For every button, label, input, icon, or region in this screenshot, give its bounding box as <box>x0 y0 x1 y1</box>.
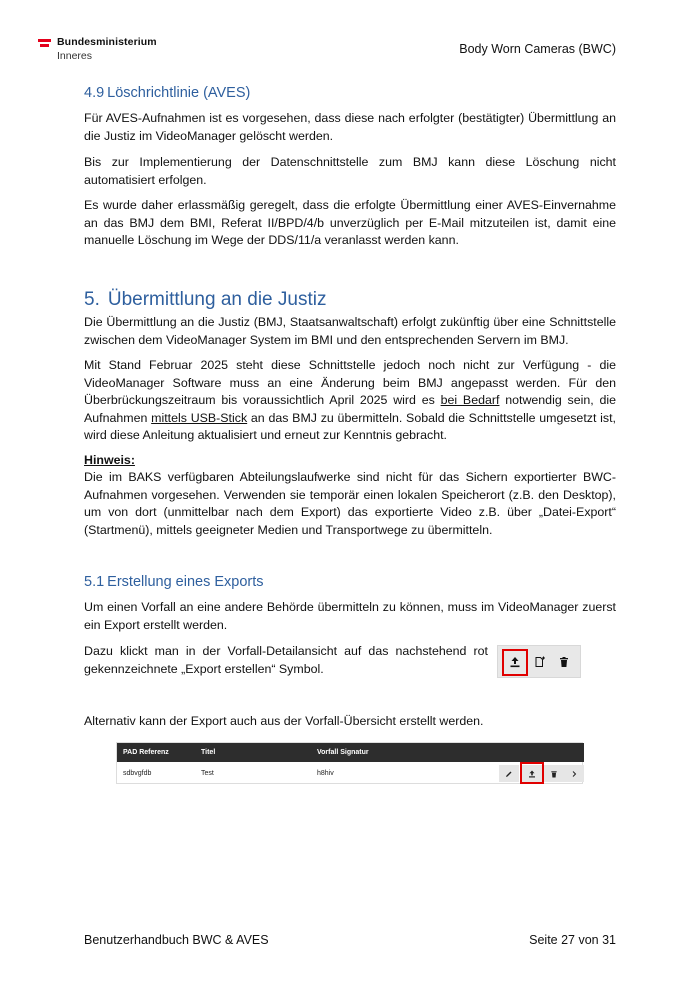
hint-text: Die im BAKS verfügbaren Abteilungslaufwerke sind nicht für das Sichern exportierter BWC-Aufnahmen vorgesehen. Verwenden sie temporär einen lokalen Speicherort (z.B. den Desktop), um von dort (unmittelbar nach dem Export) das exportierte Video z.B. über „Datei-Export“ (Startmenü), mittels geeigneter Medien und Transportwege zu übermitteln. <box>84 470 616 537</box>
chevron-right-icon[interactable] <box>564 765 584 782</box>
heading-title: Erstellung eines Exports <box>107 574 264 590</box>
table-cell: h8hiv <box>317 770 334 777</box>
hint-label: Hinweis: <box>84 453 135 467</box>
table-cell: sdbvgfdb <box>123 770 152 777</box>
austria-flag-icon <box>38 39 51 47</box>
table-row[interactable] <box>117 762 584 785</box>
underlined-text: bei Bedarf <box>440 393 500 407</box>
paragraph: Bis zur Implementierung der Datenschnittstelle zum BMJ kann diese Löschung nicht automatisiert erfolgen. <box>84 155 616 187</box>
trash-icon[interactable] <box>553 651 575 673</box>
paragraph: Alternativ kann der Export auch aus der Vorfall-Übersicht erstellt werden. <box>84 714 484 728</box>
footer-title: Benutzerhandbuch BWC & AVES <box>84 933 269 947</box>
paragraph: Um einen Vorfall an eine andere Behörde übermitteln zu können, muss im VideoManager zuerst ein Export erstellt werden. <box>84 600 616 632</box>
paragraph: Dazu klickt man in der Vorfall-Detailansicht auf das nachstehend rot gekennzeichnete „Export erstellen“ Symbol. <box>84 644 488 676</box>
header-title: Body Worn Cameras (BWC) <box>459 42 616 56</box>
paragraph: Mit Stand Februar 2025 steht diese Schnittstelle jedoch noch nicht zur Verfügung - die VideoManager Software muss an eine Änderung beim BMJ angepasst werden. Für den Überbrückungszeitraum bis voraussichtlich April 2025 wird es bei Bedarf notwendig sein, die Aufnahmen mittels USB-Stick an das BMJ zu übermitteln. Sobald die Schnittstelle umgesetzt ist, wird diese Anleitung aktualisiert und erneut zur Kenntnis gebracht. <box>84 358 616 442</box>
paragraph: Die Übermittlung an die Justiz (BMJ, Staatsanwaltschaft) erfolgt zukünftig über eine Schnittstelle zwischen dem VideoManager System im BMI und den entsprechenden Servern im BMJ. <box>84 315 616 347</box>
incident-overview-screenshot <box>116 742 583 784</box>
heading-5 <box>84 289 326 311</box>
heading-number: 4.9 <box>84 85 105 101</box>
column-header: Vorfall Signatur <box>317 749 369 756</box>
heading-number: 5. <box>84 289 100 310</box>
heading-title: Löschrichtlinie (AVES) <box>107 85 251 101</box>
edit-icon[interactable] <box>499 765 519 782</box>
page-number: Seite 27 von 31 <box>529 933 616 947</box>
add-file-icon[interactable] <box>529 651 551 673</box>
table-cell: Test <box>201 770 214 777</box>
underlined-text: mittels USB-Stick <box>151 410 248 425</box>
logo-line1: Bundesministerium <box>57 36 157 48</box>
heading-4-9 <box>84 85 250 101</box>
table-header <box>117 743 584 762</box>
logo-line2: Inneres <box>57 50 93 62</box>
column-header: PAD Referenz <box>123 749 169 756</box>
export-highlight <box>520 762 544 784</box>
heading-number: 5.1 <box>84 574 105 590</box>
heading-5-1 <box>84 574 264 590</box>
export-highlight <box>502 649 528 676</box>
column-header: Titel <box>201 749 216 756</box>
paragraph: Es wurde daher erlassmäßig geregelt, dass die erfolgte Übermittlung einer AVES-Einvernahme an das BMJ dem BMI, Referat II/BPD/4/b unverzüglich per E-Mail mitzuteilen ist, damit eine manuelle Löschung im Wege der DDS/11/a veranlasst werden kann. <box>84 198 616 247</box>
trash-icon[interactable] <box>544 765 564 782</box>
paragraph: Für AVES-Aufnahmen ist es vorgesehen, dass diese nach erfolgter (bestätigter) Übermittlung an die Justiz im VideoManager gelöscht werden. <box>84 111 616 143</box>
incident-toolbar-screenshot <box>497 645 581 678</box>
heading-title: Übermittlung an die Justiz <box>107 289 327 310</box>
